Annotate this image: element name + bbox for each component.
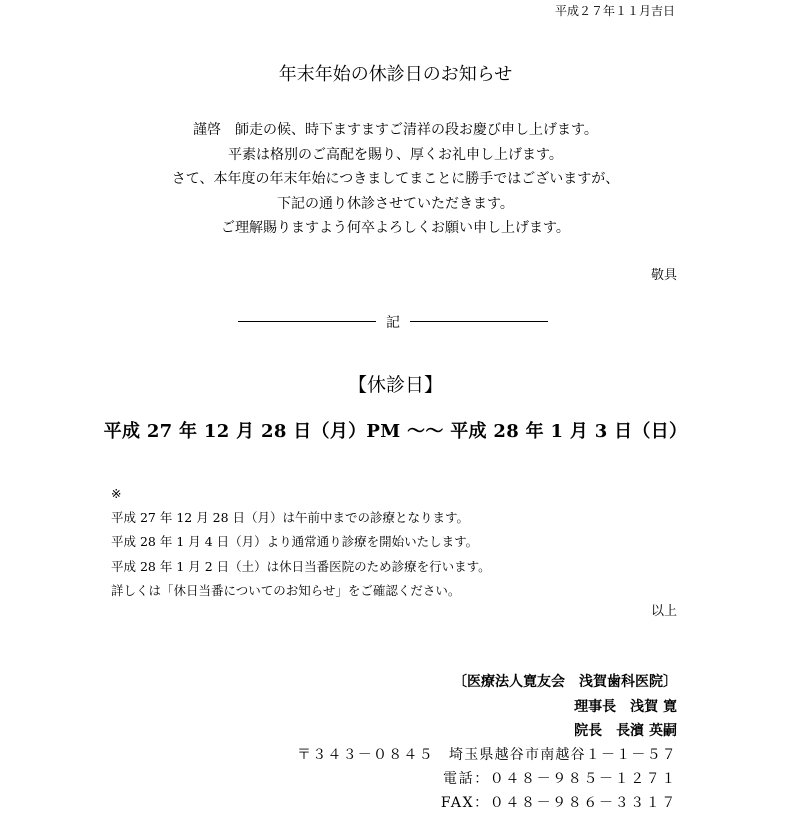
holiday-date-range: 平成 27 年 12 月 28 日（月）PM ～～ 平成 28 年 1 月 3 日（日） xyxy=(103,421,688,442)
director-name: 院長 長濱 英嗣 xyxy=(574,723,677,739)
note-line: 平成 27 年 12 月 28 日（月）は午前中までの診療となります。 xyxy=(111,510,470,526)
notes-mark: ※ xyxy=(111,486,122,501)
note-line: 平成 28 年 1 月 4 日（月）より通常通り診療を開始いたします。 xyxy=(111,534,479,550)
separator-rule-right xyxy=(410,321,548,322)
greeting-line: 下記の通り休診させていただきます。 xyxy=(277,195,514,212)
ijo-closing: 以上 xyxy=(650,604,677,619)
note-line: 平成 28 年 1 月 2 日（土）は休日当番医院のため診療を行います。 xyxy=(111,558,491,574)
holiday-heading: 【休診日】 xyxy=(347,374,443,396)
clinic-organization: 〔医療法人寛友会 浅賀歯科医院〕 xyxy=(453,674,677,690)
greeting-paragraph xyxy=(0,118,791,241)
notice-title: 年末年始の休診日のお知らせ xyxy=(278,64,513,85)
clinic-phone: 電話：０４８－９８５－１２７１ xyxy=(443,771,677,787)
greeting-line: 謹啓 師走の候、時下ますますご清祥の段お慶び申し上げます。 xyxy=(193,122,598,138)
notes-section xyxy=(111,482,491,603)
greeting-line: ご理解賜りますよう何卒よろしくお願い申し上げます。 xyxy=(221,220,570,236)
ki-label: 記 xyxy=(386,315,400,331)
chairman-name: 理事長 浅賀 寛 xyxy=(574,699,677,715)
ki-separator xyxy=(238,312,548,330)
greeting-line: 平素は格別のご高配を賜り、厚くお礼申し上げます。 xyxy=(228,146,563,163)
clinic-fax: FAX：０４８－９８６－３３１７ xyxy=(440,795,677,811)
clinic-address: 〒３４３－０８４５ 埼玉県越谷市南越谷１－１－５７ xyxy=(297,747,677,763)
note-line: 詳しくは「休日当番についてのお知らせ」をご確認ください。 xyxy=(111,582,461,598)
closing-word: 敬具 xyxy=(650,268,677,283)
greeting-line: さて、本年度の年末年始につきましてまことに勝手ではございますが、 xyxy=(171,171,620,187)
issue-date: 平成２７年１１月吉日 xyxy=(554,4,675,18)
